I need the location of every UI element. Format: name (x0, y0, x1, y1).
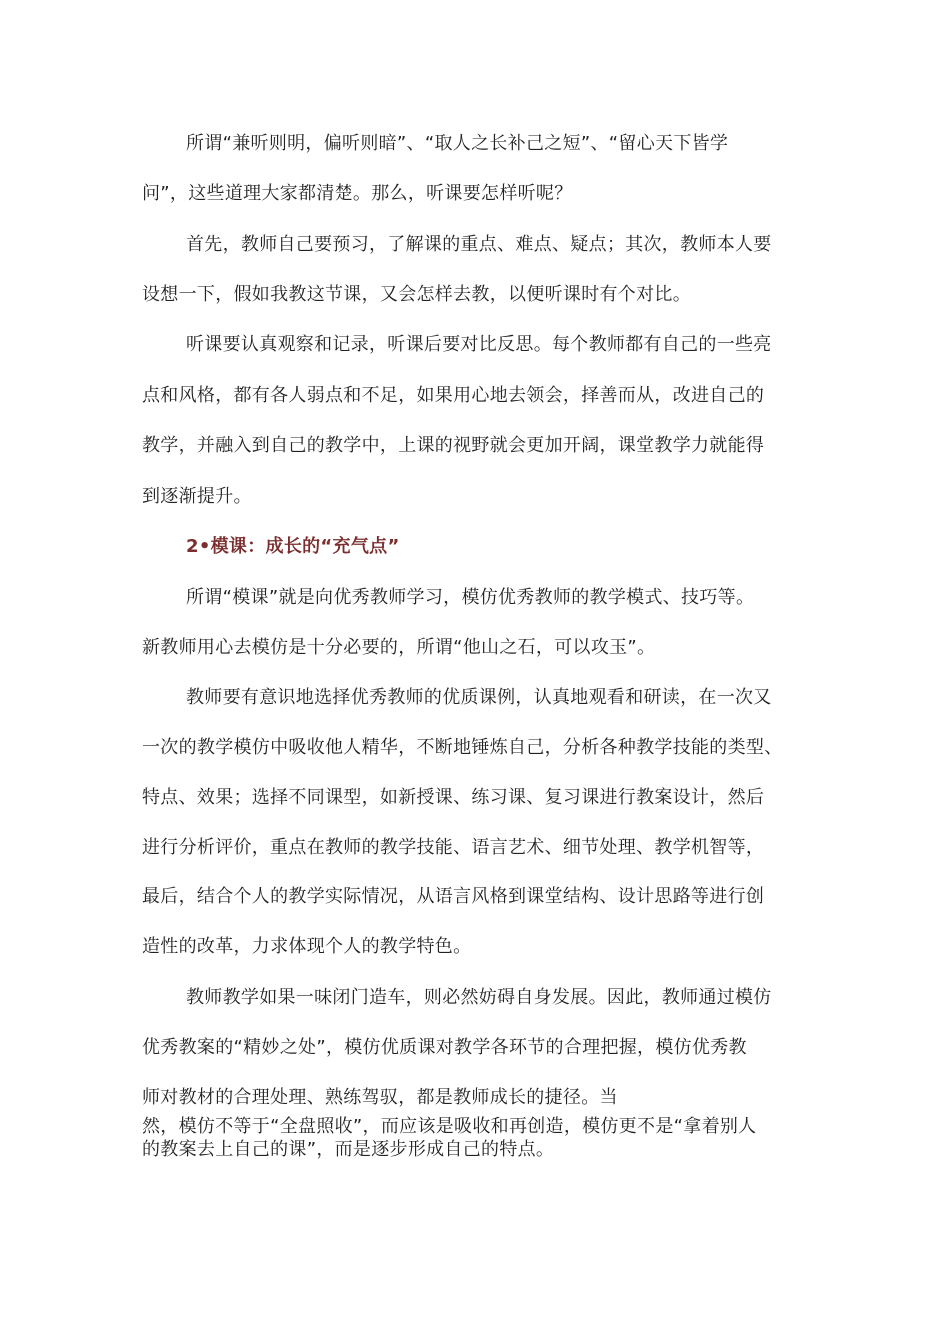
paragraph-line: 优秀教案的“精妙之处”，模仿优质课对教学各环节的合理把握，模仿优秀教 (142, 1037, 747, 1058)
paragraph-line: 所谓“兼听则明，偏听则暗”、“取人之长补己之短”、“留心天下皆学 (186, 133, 729, 154)
paragraph-line: 最后，结合个人的教学实际情况，从语言风格到课堂结构、设计思路等进行创 (142, 886, 765, 907)
paragraph-line: 听课要认真观察和记录，听课后要对比反思。每个教师都有自己的一些亮 (186, 334, 772, 355)
paragraph-line: 师对教材的合理处理、熟练驾驭，都是教师成长的捷径。当 (142, 1087, 618, 1108)
paragraph-line: 新教师用心去模仿是十分必要的，所谓“他山之石，可以攻玉”。 (142, 637, 656, 658)
paragraph-line: 进行分析评价，重点在教师的教学技能、语言艺术、细节处理、教学机智等， (142, 837, 765, 858)
paragraph-line: 特点、效果；选择不同课型，如新授课、练习课、复习课进行教案设计，然后 (142, 787, 765, 808)
paragraph-line: 到逐渐提升。 (142, 486, 252, 507)
paragraph-line: 教师教学如果一味闭门造车，则必然妨碍自身发展。因此，教师通过模仿 (186, 987, 772, 1008)
paragraph-line: 然，模仿不等于“全盘照收”，而应该是吸收和再创造，模仿更不是“拿着别人 (142, 1116, 757, 1137)
paragraph-line: 教学，并融入到自己的教学中，上课的视野就会更加开阔，课堂教学力就能得 (142, 435, 765, 456)
paragraph-line: 教师要有意识地选择优秀教师的优质课例，认真地观看和研读，在一次又 (186, 687, 772, 708)
paragraph-line: 问”，这些道理大家都清楚。那么，听课要怎样听呢？ (142, 183, 573, 204)
paragraph-line: 一次的教学模仿中吸收他人精华，不断地锤炼自己，分析各种教学技能的类型、 (142, 737, 783, 758)
paragraph-line: 首先，教师自己要预习，了解课的重点、难点、疑点；其次，教师本人要 (186, 234, 772, 255)
paragraph-line: 设想一下，假如我教这节课，又会怎样去教，以便听课时有个对比。 (142, 284, 691, 305)
paragraph-line: 所谓“模课”就是向优秀教师学习，模仿优秀教师的教学模式、技巧等。 (186, 587, 755, 608)
section-heading: 2•模课：成长的“充气点” (186, 536, 400, 557)
paragraph-line: 造性的改革，力求体现个人的教学特色。 (142, 936, 472, 957)
paragraph-line: 点和风格，都有各人弱点和不足，如果用心地去领会，择善而从，改进自己的 (142, 385, 765, 406)
paragraph-line: 的教案去上自己的课”，而是逐步形成自己的特点。 (142, 1139, 555, 1160)
